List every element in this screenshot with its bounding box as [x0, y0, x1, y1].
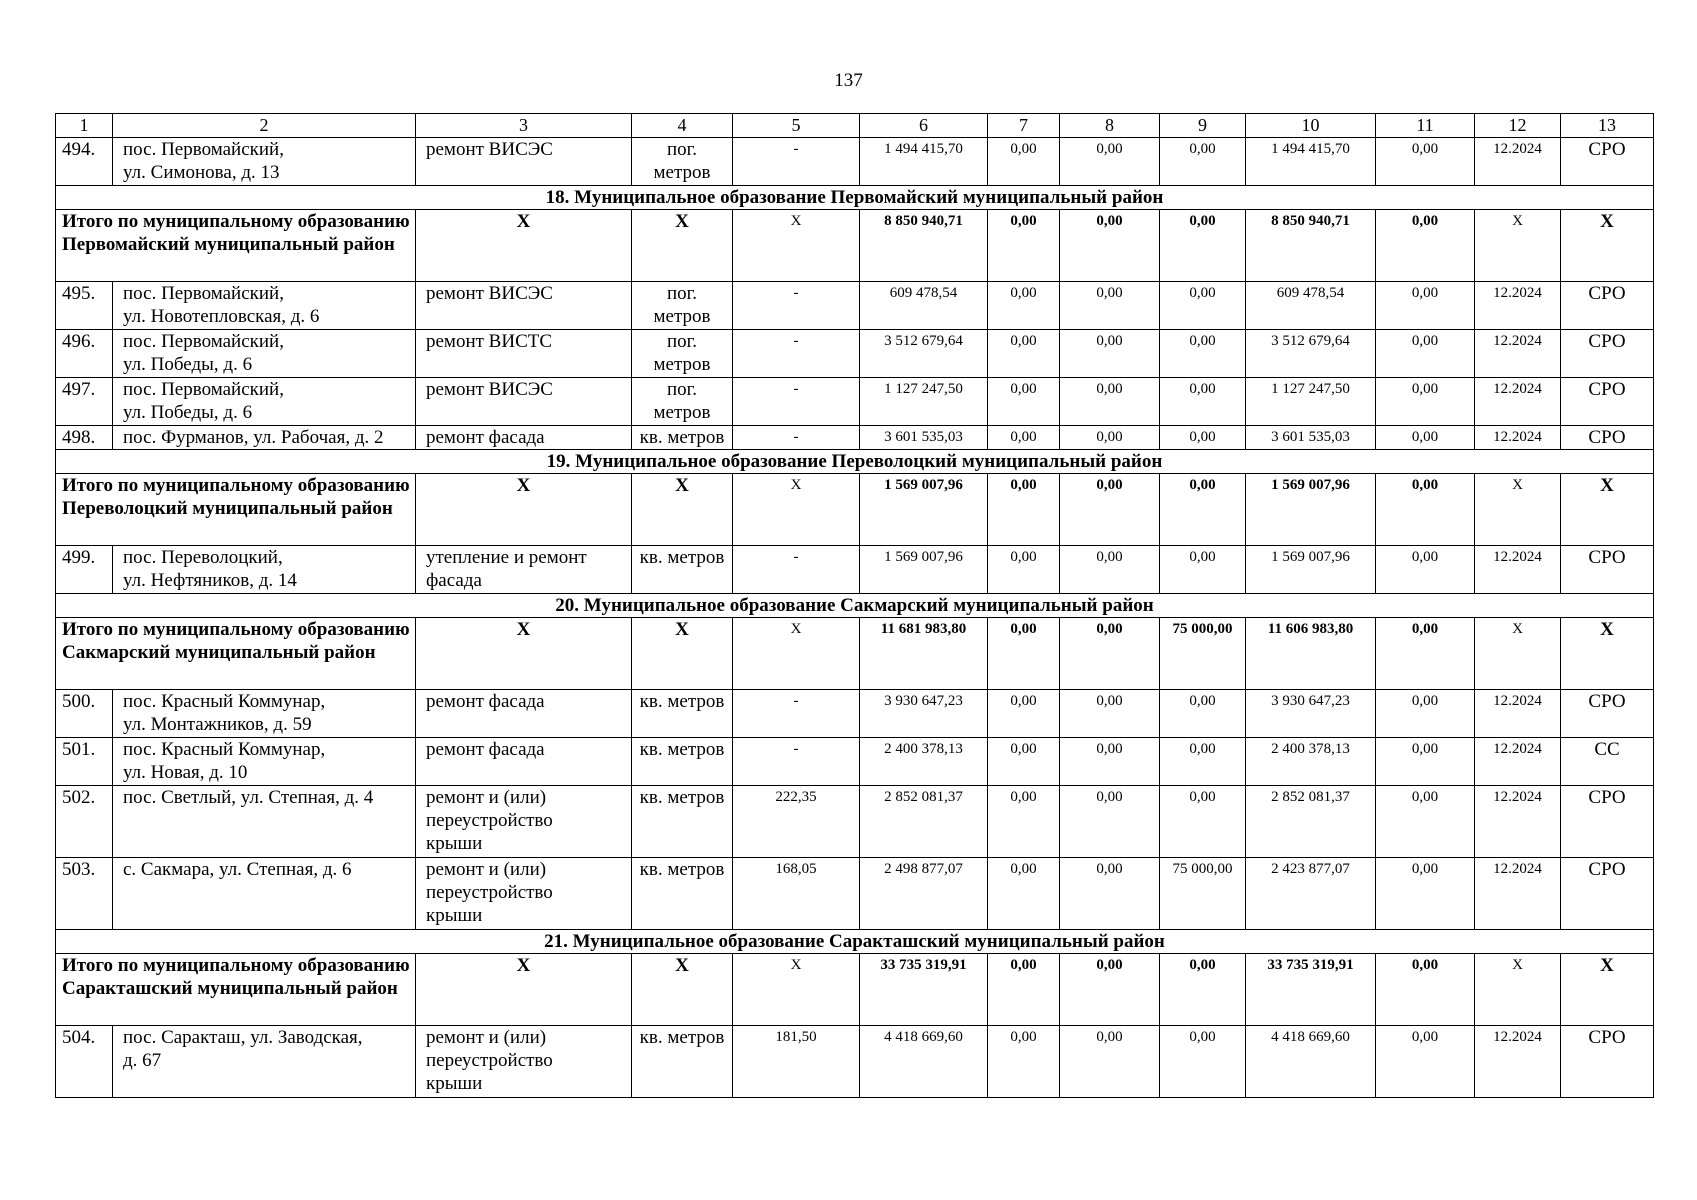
total-col-10: 33 735 319,91	[1246, 954, 1376, 1026]
total-col-6: 8 850 940,71	[860, 210, 988, 282]
total-col-6: 1 569 007,96	[860, 474, 988, 546]
method-cell: СРО	[1561, 282, 1654, 330]
value-col-12: 12.2024	[1475, 378, 1561, 426]
volume-cell: -	[733, 282, 860, 330]
column-header: 2	[113, 114, 416, 138]
work-type-cell: ремонт ВИСЭС	[416, 138, 632, 186]
unit-cell: пог. метров	[632, 378, 733, 426]
value-col-6: 609 478,54	[860, 282, 988, 330]
total-col-9: 0,00	[1160, 954, 1246, 1026]
table-row	[56, 1026, 1654, 1098]
value-col-7: 0,00	[988, 858, 1060, 930]
table-row	[56, 282, 1654, 330]
value-col-10: 2 852 081,37	[1246, 786, 1376, 858]
table-row	[56, 426, 1654, 450]
value-col-6: 1 494 415,70	[860, 138, 988, 186]
value-col-8: 0,00	[1060, 690, 1160, 738]
value-col-10: 4 418 669,60	[1246, 1026, 1376, 1098]
value-col-8: 0,00	[1060, 738, 1160, 786]
work-type-cell: ремонт и (или) переустройство крыши	[416, 786, 632, 858]
total-col-10: 11 606 983,80	[1246, 618, 1376, 690]
address-cell: пос. Первомайский, ул. Новотепловская, д. 6	[113, 282, 416, 330]
total-col-12: Х	[1475, 618, 1561, 690]
method-cell: СРО	[1561, 690, 1654, 738]
value-col-6: 3 930 647,23	[860, 690, 988, 738]
value-col-11: 0,00	[1376, 738, 1475, 786]
method-cell: СРО	[1561, 138, 1654, 186]
value-col-12: 12.2024	[1475, 546, 1561, 594]
value-col-11: 0,00	[1376, 378, 1475, 426]
method-cell: СРО	[1561, 378, 1654, 426]
value-col-8: 0,00	[1060, 786, 1160, 858]
total-col-3: Х	[416, 618, 632, 690]
total-row	[56, 210, 1654, 282]
value-col-11: 0,00	[1376, 138, 1475, 186]
column-header: 11	[1376, 114, 1475, 138]
volume-cell: -	[733, 546, 860, 594]
value-col-12: 12.2024	[1475, 738, 1561, 786]
total-col-13: Х	[1561, 618, 1654, 690]
value-col-9: 0,00	[1160, 138, 1246, 186]
volume-cell: -	[733, 738, 860, 786]
value-col-9: 0,00	[1160, 546, 1246, 594]
value-col-10: 3 930 647,23	[1246, 690, 1376, 738]
total-col-5: Х	[733, 474, 860, 546]
value-col-6: 1 569 007,96	[860, 546, 988, 594]
value-col-8: 0,00	[1060, 858, 1160, 930]
value-col-10: 2 423 877,07	[1246, 858, 1376, 930]
value-col-11: 0,00	[1376, 1026, 1475, 1098]
section-title: 21. Муниципальное образование Саракташский муниципальный район	[56, 930, 1654, 954]
column-header: 9	[1160, 114, 1246, 138]
address-cell: пос. Красный Коммунар, ул. Новая, д. 10	[113, 738, 416, 786]
work-type-cell: утепление и ремонт фасада	[416, 546, 632, 594]
total-col-7: 0,00	[988, 474, 1060, 546]
value-col-10: 3 512 679,64	[1246, 330, 1376, 378]
value-col-7: 0,00	[988, 378, 1060, 426]
value-col-7: 0,00	[988, 546, 1060, 594]
total-col-13: Х	[1561, 474, 1654, 546]
value-col-12: 12.2024	[1475, 786, 1561, 858]
method-cell: СРО	[1561, 786, 1654, 858]
column-header: 10	[1246, 114, 1376, 138]
method-cell: СРО	[1561, 546, 1654, 594]
row-number: 496.	[56, 330, 113, 378]
total-col-7: 0,00	[988, 618, 1060, 690]
value-col-8: 0,00	[1060, 546, 1160, 594]
value-col-9: 0,00	[1160, 282, 1246, 330]
row-number: 498.	[56, 426, 113, 450]
section-header-row	[56, 594, 1654, 618]
table-row	[56, 546, 1654, 594]
value-col-9: 0,00	[1160, 378, 1246, 426]
value-col-10: 1 127 247,50	[1246, 378, 1376, 426]
value-col-7: 0,00	[988, 786, 1060, 858]
unit-cell: пог. метров	[632, 330, 733, 378]
value-col-12: 12.2024	[1475, 282, 1561, 330]
section-header-row	[56, 930, 1654, 954]
value-col-8: 0,00	[1060, 426, 1160, 450]
method-cell: СС	[1561, 738, 1654, 786]
value-col-10: 609 478,54	[1246, 282, 1376, 330]
value-col-11: 0,00	[1376, 426, 1475, 450]
work-type-cell: ремонт фасада	[416, 738, 632, 786]
work-type-cell: ремонт фасада	[416, 690, 632, 738]
column-header: 4	[632, 114, 733, 138]
table-row	[56, 738, 1654, 786]
total-col-3: Х	[416, 474, 632, 546]
total-col-13: Х	[1561, 954, 1654, 1026]
total-col-8: 0,00	[1060, 618, 1160, 690]
row-number: 495.	[56, 282, 113, 330]
work-type-cell: ремонт фасада	[416, 426, 632, 450]
address-cell: с. Сакмара, ул. Степная, д. 6	[113, 858, 416, 930]
value-col-12: 12.2024	[1475, 858, 1561, 930]
value-col-8: 0,00	[1060, 282, 1160, 330]
volume-cell: 181,50	[733, 1026, 860, 1098]
value-col-9: 0,00	[1160, 786, 1246, 858]
value-col-7: 0,00	[988, 426, 1060, 450]
section-header-row	[56, 450, 1654, 474]
value-col-7: 0,00	[988, 138, 1060, 186]
unit-cell: кв. метров	[632, 426, 733, 450]
volume-cell: -	[733, 690, 860, 738]
value-col-12: 12.2024	[1475, 330, 1561, 378]
total-col-8: 0,00	[1060, 954, 1160, 1026]
work-type-cell: ремонт и (или) переустройство крыши	[416, 1026, 632, 1098]
value-col-8: 0,00	[1060, 138, 1160, 186]
total-col-12: Х	[1475, 474, 1561, 546]
value-col-10: 1 569 007,96	[1246, 546, 1376, 594]
method-cell: СРО	[1561, 858, 1654, 930]
value-col-9: 0,00	[1160, 330, 1246, 378]
value-col-10: 3 601 535,03	[1246, 426, 1376, 450]
column-header: 7	[988, 114, 1060, 138]
unit-cell: кв. метров	[632, 690, 733, 738]
total-col-10: 8 850 940,71	[1246, 210, 1376, 282]
value-col-7: 0,00	[988, 738, 1060, 786]
unit-cell: пог. метров	[632, 282, 733, 330]
column-number-row	[56, 114, 1654, 138]
unit-cell: кв. метров	[632, 546, 733, 594]
value-col-6: 3 512 679,64	[860, 330, 988, 378]
value-col-9: 0,00	[1160, 738, 1246, 786]
work-type-cell: ремонт ВИСЭС	[416, 378, 632, 426]
volume-cell: -	[733, 138, 860, 186]
value-col-8: 0,00	[1060, 378, 1160, 426]
value-col-12: 12.2024	[1475, 690, 1561, 738]
total-label: Итого по муниципальному образованию Переволоцкий муниципальный район	[56, 474, 416, 546]
work-type-cell: ремонт и (или) переустройство крыши	[416, 858, 632, 930]
volume-cell: -	[733, 330, 860, 378]
method-cell: СРО	[1561, 426, 1654, 450]
total-col-9: 75 000,00	[1160, 618, 1246, 690]
total-row	[56, 618, 1654, 690]
value-col-12: 12.2024	[1475, 138, 1561, 186]
value-col-7: 0,00	[988, 1026, 1060, 1098]
address-cell: пос. Первомайский, ул. Победы, д. 6	[113, 378, 416, 426]
value-col-9: 0,00	[1160, 426, 1246, 450]
total-col-9: 0,00	[1160, 210, 1246, 282]
total-col-7: 0,00	[988, 954, 1060, 1026]
value-col-11: 0,00	[1376, 330, 1475, 378]
total-col-8: 0,00	[1060, 210, 1160, 282]
value-col-11: 0,00	[1376, 282, 1475, 330]
row-number: 494.	[56, 138, 113, 186]
value-col-12: 12.2024	[1475, 426, 1561, 450]
total-col-4: Х	[632, 474, 733, 546]
table-row	[56, 378, 1654, 426]
volume-cell: 222,35	[733, 786, 860, 858]
value-col-9: 0,00	[1160, 1026, 1246, 1098]
total-col-12: Х	[1475, 954, 1561, 1026]
row-number: 497.	[56, 378, 113, 426]
total-col-12: Х	[1475, 210, 1561, 282]
column-header: 5	[733, 114, 860, 138]
value-col-10: 2 400 378,13	[1246, 738, 1376, 786]
row-number: 500.	[56, 690, 113, 738]
row-number: 504.	[56, 1026, 113, 1098]
total-label: Итого по муниципальному образованию Первомайский муниципальный район	[56, 210, 416, 282]
address-cell: пос. Светлый, ул. Степная, д. 4	[113, 786, 416, 858]
column-header: 8	[1060, 114, 1160, 138]
volume-cell: -	[733, 378, 860, 426]
volume-cell: 168,05	[733, 858, 860, 930]
address-cell: пос. Первомайский, ул. Симонова, д. 13	[113, 138, 416, 186]
column-header: 3	[416, 114, 632, 138]
work-type-cell: ремонт ВИСТС	[416, 330, 632, 378]
total-col-9: 0,00	[1160, 474, 1246, 546]
total-row	[56, 474, 1654, 546]
column-header: 1	[56, 114, 113, 138]
table-row	[56, 858, 1654, 930]
row-number: 502.	[56, 786, 113, 858]
unit-cell: кв. метров	[632, 786, 733, 858]
total-col-3: Х	[416, 210, 632, 282]
section-title: 20. Муниципальное образование Сакмарский муниципальный район	[56, 594, 1654, 618]
page-number: 137	[834, 70, 863, 91]
value-col-11: 0,00	[1376, 546, 1475, 594]
total-col-11: 0,00	[1376, 618, 1475, 690]
value-col-6: 2 498 877,07	[860, 858, 988, 930]
unit-cell: пог. метров	[632, 138, 733, 186]
total-col-4: Х	[632, 618, 733, 690]
capital-repair-table	[55, 113, 1654, 1098]
address-cell: пос. Переволоцкий, ул. Нефтяников, д. 14	[113, 546, 416, 594]
value-col-6: 4 418 669,60	[860, 1026, 988, 1098]
value-col-6: 2 400 378,13	[860, 738, 988, 786]
value-col-9: 75 000,00	[1160, 858, 1246, 930]
method-cell: СРО	[1561, 330, 1654, 378]
column-header: 13	[1561, 114, 1654, 138]
address-cell: пос. Первомайский, ул. Победы, д. 6	[113, 330, 416, 378]
row-number: 501.	[56, 738, 113, 786]
total-col-6: 11 681 983,80	[860, 618, 988, 690]
total-col-4: Х	[632, 210, 733, 282]
value-col-7: 0,00	[988, 330, 1060, 378]
value-col-8: 0,00	[1060, 330, 1160, 378]
value-col-6: 2 852 081,37	[860, 786, 988, 858]
value-col-9: 0,00	[1160, 690, 1246, 738]
total-label: Итого по муниципальному образованию Сакмарский муниципальный район	[56, 618, 416, 690]
total-col-5: Х	[733, 210, 860, 282]
total-col-10: 1 569 007,96	[1246, 474, 1376, 546]
total-col-5: Х	[733, 618, 860, 690]
unit-cell: кв. метров	[632, 738, 733, 786]
total-col-11: 0,00	[1376, 474, 1475, 546]
value-col-12: 12.2024	[1475, 1026, 1561, 1098]
table-row	[56, 690, 1654, 738]
address-cell: пос. Красный Коммунар, ул. Монтажников, д. 59	[113, 690, 416, 738]
row-number: 503.	[56, 858, 113, 930]
total-col-6: 33 735 319,91	[860, 954, 988, 1026]
value-col-6: 3 601 535,03	[860, 426, 988, 450]
section-title: 18. Муниципальное образование Первомайский муниципальный район	[56, 186, 1654, 210]
column-header: 12	[1475, 114, 1561, 138]
value-col-11: 0,00	[1376, 690, 1475, 738]
value-col-11: 0,00	[1376, 858, 1475, 930]
method-cell: СРО	[1561, 1026, 1654, 1098]
total-col-4: Х	[632, 954, 733, 1026]
value-col-10: 1 494 415,70	[1246, 138, 1376, 186]
work-type-cell: ремонт ВИСЭС	[416, 282, 632, 330]
total-col-13: Х	[1561, 210, 1654, 282]
table-row	[56, 138, 1654, 186]
address-cell: пос. Саракташ, ул. Заводская, д. 67	[113, 1026, 416, 1098]
total-col-5: Х	[733, 954, 860, 1026]
value-col-6: 1 127 247,50	[860, 378, 988, 426]
unit-cell: кв. метров	[632, 858, 733, 930]
address-cell: пос. Фурманов, ул. Рабочая, д. 2	[113, 426, 416, 450]
section-header-row	[56, 186, 1654, 210]
row-number: 499.	[56, 546, 113, 594]
section-title: 19. Муниципальное образование Переволоцкий муниципальный район	[56, 450, 1654, 474]
total-col-3: Х	[416, 954, 632, 1026]
total-col-11: 0,00	[1376, 210, 1475, 282]
unit-cell: кв. метров	[632, 1026, 733, 1098]
value-col-11: 0,00	[1376, 786, 1475, 858]
table-row	[56, 786, 1654, 858]
total-col-7: 0,00	[988, 210, 1060, 282]
total-col-8: 0,00	[1060, 474, 1160, 546]
value-col-7: 0,00	[988, 282, 1060, 330]
volume-cell: -	[733, 426, 860, 450]
total-label: Итого по муниципальному образованию Саракташский муниципальный район	[56, 954, 416, 1026]
value-col-7: 0,00	[988, 690, 1060, 738]
total-row	[56, 954, 1654, 1026]
column-header: 6	[860, 114, 988, 138]
total-col-11: 0,00	[1376, 954, 1475, 1026]
value-col-8: 0,00	[1060, 1026, 1160, 1098]
table-row	[56, 330, 1654, 378]
